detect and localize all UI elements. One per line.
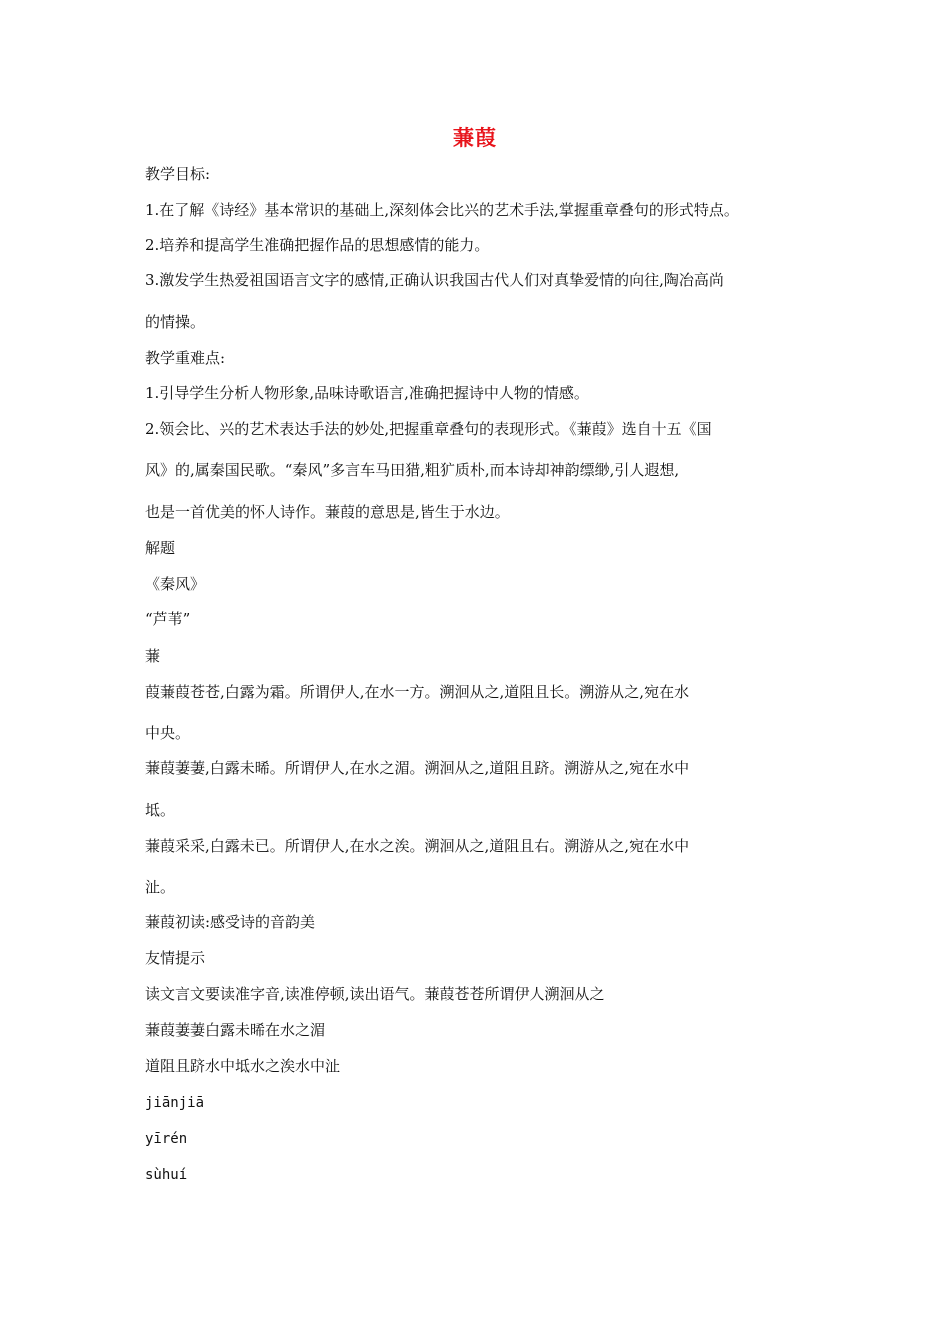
section-heading-explanation: 解题 bbox=[145, 539, 176, 557]
reading-tip-text: 读文言文要读准字音,读准停顿,读出语气。蒹葭苍苍所谓伊人溯洄从之 bbox=[145, 985, 605, 1003]
key-point-item-2-end: 也是一首优美的怀人诗作。蒹葭的意思是,皆生于水边。 bbox=[145, 503, 510, 521]
key-point-item-2: 2.领会比、兴的艺术表达手法的妙处,把握重章叠句的表现形式。《蒹葭》选自十五《国 bbox=[145, 420, 712, 438]
poem-stanza-1-end: 中央。 bbox=[145, 724, 191, 742]
section-heading-tips: 友情提示 bbox=[145, 949, 206, 967]
note-jian: 蒹 bbox=[145, 647, 161, 665]
note-qinfeng: 《秦风》 bbox=[145, 575, 206, 593]
pinyin-jianjia: jiānjiā bbox=[145, 1095, 205, 1111]
objective-item-1: 1.在了解《诗经》基本常识的基础上,深刻体会比兴的艺术手法,掌握重章叠句的形式特点。 bbox=[145, 201, 739, 219]
word-list-2: 道阻且跻水中坻水之涘水中沚 bbox=[145, 1057, 341, 1075]
key-point-item-1: 1.引导学生分析人物形象,品味诗歌语言,准确把握诗中人物的情感。 bbox=[145, 384, 589, 402]
note-luwei: “芦苇” bbox=[145, 610, 191, 628]
poem-stanza-1: 葭蒹葭苍苍,白露为霜。所谓伊人,在水一方。溯洄从之,道阻且长。溯游从之,宛在水 bbox=[145, 683, 690, 701]
poem-stanza-3: 蒹葭采采,白露未已。所谓伊人,在水之涘。溯洄从之,道阻且右。溯游从之,宛在水中 bbox=[145, 837, 690, 855]
section-heading-key-points: 教学重难点: bbox=[145, 349, 226, 367]
poem-stanza-2-end: 坻。 bbox=[145, 801, 176, 819]
key-point-item-2-continued: 风》的,属秦国民歌。“秦风”多言车马田猎,粗犷质朴,而本诗却神韵缥缈,引人遐想, bbox=[145, 461, 680, 479]
document-title: 蒹葭 bbox=[453, 126, 497, 150]
objective-item-3: 3.激发学生热爱祖国语言文字的感情,正确认识我国古代人们对真挚爱情的向往,陶冶高尚 bbox=[145, 271, 724, 289]
objective-item-2: 2.培养和提高学生准确把握作品的思想感情的能力。 bbox=[145, 236, 490, 254]
section-heading-first-reading: 蒹葭初读:感受诗的音韵美 bbox=[145, 913, 316, 931]
objective-item-3-continued: 的情操。 bbox=[145, 313, 206, 331]
pinyin-yiren: yīrén bbox=[145, 1131, 188, 1147]
pinyin-suhui: sùhuí bbox=[145, 1167, 188, 1183]
poem-stanza-3-end: 沚。 bbox=[145, 878, 176, 896]
poem-stanza-2: 蒹葭萋萋,白露未晞。所谓伊人,在水之湄。溯洄从之,道阻且跻。溯游从之,宛在水中 bbox=[145, 759, 690, 777]
word-list-1: 蒹葭萋萋白露未晞在水之湄 bbox=[145, 1021, 326, 1039]
section-heading-objectives: 教学目标: bbox=[145, 165, 211, 183]
